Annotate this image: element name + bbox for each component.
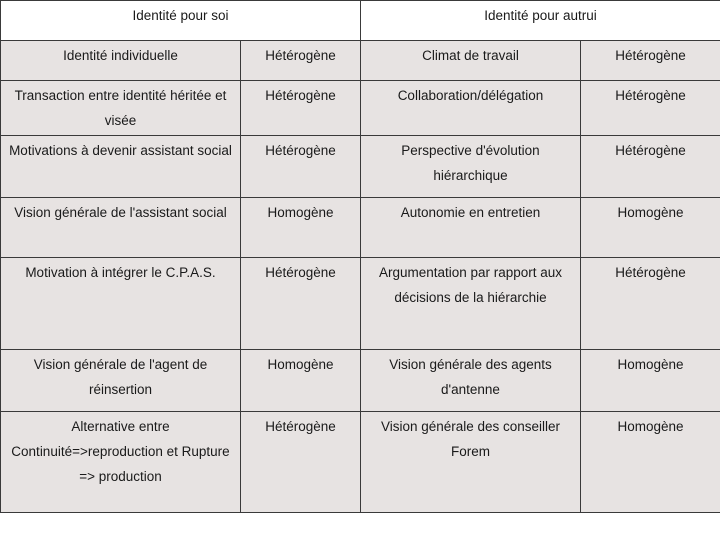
- table-row: [1, 136, 720, 198]
- self-value: Hétérogène: [241, 136, 361, 198]
- other-item: Vision générale des conseiller Forem: [361, 412, 581, 513]
- header-row: [1, 1, 720, 41]
- table-row: [1, 198, 720, 258]
- table-row: [1, 41, 720, 81]
- table-row: [1, 258, 720, 350]
- self-value: Hétérogène: [241, 81, 361, 136]
- self-value: Homogène: [241, 198, 361, 258]
- self-item: Motivations à devenir assistant social: [1, 136, 241, 198]
- other-value: Hétérogène: [581, 136, 720, 198]
- self-item: Motivation à intégrer le C.P.A.S.: [1, 258, 241, 350]
- other-item: Perspective d'évolution hiérarchique: [361, 136, 581, 198]
- other-value: Hétérogène: [581, 41, 720, 81]
- self-item: Vision générale de l'agent de réinsertion: [1, 350, 241, 412]
- self-item: Identité individuelle: [1, 41, 241, 81]
- header-self-identity: Identité pour soi: [1, 1, 361, 41]
- table-row: [1, 412, 720, 513]
- self-value: Hétérogène: [241, 412, 361, 513]
- other-value: Homogène: [581, 350, 720, 412]
- other-item: Climat de travail: [361, 41, 581, 81]
- self-value: Hétérogène: [241, 41, 361, 81]
- header-other-identity: Identité pour autrui: [361, 1, 720, 41]
- other-value: Hétérogène: [581, 258, 720, 350]
- other-item: Vision générale des agents d'antenne: [361, 350, 581, 412]
- self-item: Alternative entre Continuité=>reproduction et Rupture => production: [1, 412, 241, 513]
- other-value: Homogène: [581, 412, 720, 513]
- self-value: Homogène: [241, 350, 361, 412]
- table-row: [1, 350, 720, 412]
- other-value: Homogène: [581, 198, 720, 258]
- self-value: Hétérogène: [241, 258, 361, 350]
- other-value: Hétérogène: [581, 81, 720, 136]
- other-item: Argumentation par rapport aux décisions de la hiérarchie: [361, 258, 581, 350]
- self-item: Transaction entre identité héritée et visée: [1, 81, 241, 136]
- table-row: [1, 81, 720, 136]
- other-item: Collaboration/délégation: [361, 81, 581, 136]
- self-item: Vision générale de l'assistant social: [1, 198, 241, 258]
- other-item: Autonomie en entretien: [361, 198, 581, 258]
